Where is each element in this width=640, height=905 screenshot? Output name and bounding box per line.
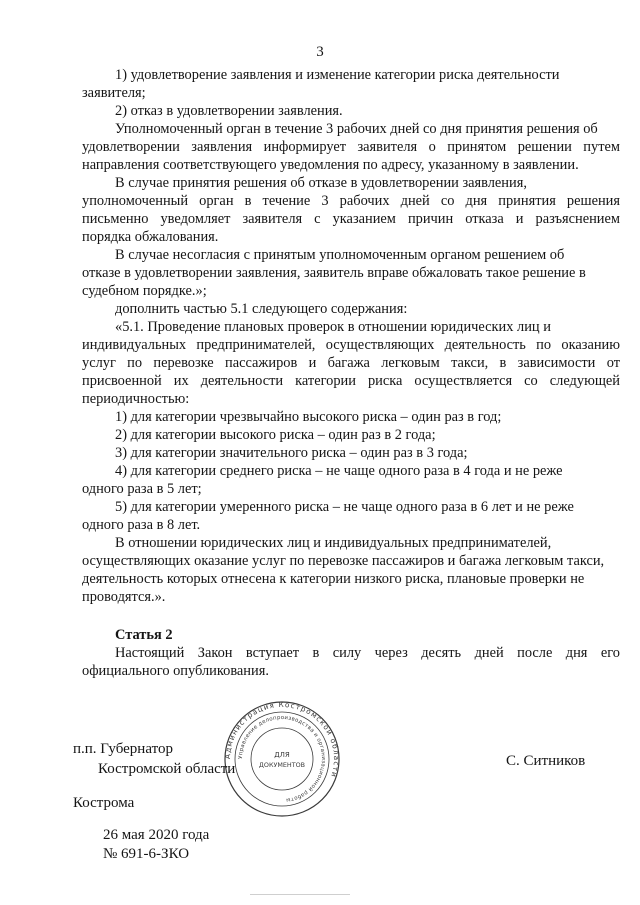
page-number: 3 [316,44,324,60]
text-line: осуществляющих оказание услуг по перевозке пассажиров и багажа легковым такси, [82,553,605,569]
text-line: В отношении юридических лиц и индивидуальных предпринимателей, [115,535,552,551]
text-line: одного раза в 8 лет. [82,517,201,533]
stamp-center-line2: ДОКУМЕНТОВ [258,761,306,769]
text-line: уполномоченный орган в течение 3 рабочих дней со дня принятия решения [82,193,620,209]
text-line: услуг по перевозке пассажиров и багажа легковым такси, в зависимости от [82,355,620,371]
text-line: заявителя; [82,85,146,101]
text-line: судебном порядке.»; [82,283,207,299]
text-line: официального опубликования. [82,663,269,679]
text-line: «5.1. Проведение плановых проверок в отношении юридических лиц и [115,319,551,335]
text-line: проводятся.». [82,589,166,605]
text-line: периодичностью: [82,391,190,407]
text-line: отказе в удовлетворении заявления, заявитель вправе обжаловать такое решение в [82,265,586,281]
text-line: В случае несогласия с принятым уполномоченным органом решением об [115,247,565,263]
law-number: № 691-6-ЗКО [103,846,190,862]
list-item: 4) для категории среднего риска – не чаще одного раза в 4 года и не реже [115,463,563,479]
signatory-position: п.п. Губернатор [73,741,173,757]
list-item: 1) для категории чрезвычайно высокого риска – один раз в год; [115,409,502,425]
list-item: 2) для категории высокого риска – один раз в 2 года; [115,427,436,443]
text-line: порядка обжалования. [82,229,219,245]
article-heading: Статья 2 [115,627,173,643]
text-line: Уполномоченный орган в течение 3 рабочих дней со дня принятия решения об [115,121,598,137]
signing-date: 26 мая 2020 года [103,827,210,843]
text-line: одного раза в 5 лет; [82,481,202,497]
signatory-region: Костромской области [98,761,236,777]
text-line: индивидуальных предпринимателей, осуществляющих деятельность по оказанию [82,337,620,353]
text-line: направления соответствующего уведомления по адресу, указанному в заявлении. [82,157,579,173]
list-item: 3) для категории значительного риска – один раз в 3 года; [115,445,468,461]
official-stamp [223,700,341,818]
text-line: деятельность которых отнесена к категории низкого риска, плановые проверки не [82,571,585,587]
text-line: дополнить частью 5.1 следующего содержания: [115,301,408,317]
text-line: Настоящий Закон вступает в силу через десять дней после дня его [115,645,620,661]
text-line: присвоенной их деятельности категории риска осуществляется со следующей [82,373,620,389]
signatory-name: С. Ситников [506,753,586,769]
list-item: 5) для категории умеренного риска – не чаще одного раза в 6 лет и не реже [115,499,574,515]
stamp-outer-text: Администрация Костромской области [223,700,341,780]
text-line: 1) удовлетворение заявления и изменение категории риска деятельности [115,67,560,83]
text-line: письменно уведомляет заявителя с указанием причин отказа и разъяснением [82,211,620,227]
text-line: В случае принятия решения об отказе в удовлетворении заявления, [115,175,527,191]
signing-city: Кострома [73,795,135,811]
stamp-inner-text: Управление делопроизводства и организационной работы [237,714,327,803]
text-line: 2) отказ в удовлетворении заявления. [115,103,343,119]
stamp-center-line1: ДЛЯ [274,751,290,759]
scan-artifact-line [250,894,350,895]
text-line: удовлетворении заявления информирует заявителя о принятом решении путем [82,139,620,155]
